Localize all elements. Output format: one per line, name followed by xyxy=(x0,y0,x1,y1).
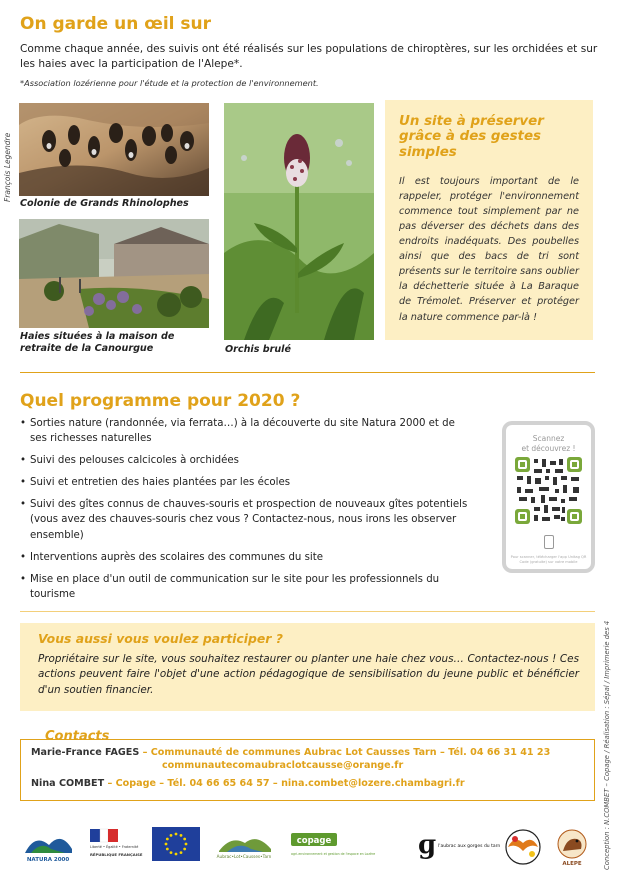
eu-flag-logo xyxy=(152,827,200,861)
contact-info-combet[interactable]: – Copage – Tél. 04 66 65 64 57 – nina.combet@lozere.chambagri.fr xyxy=(104,777,465,789)
footnote-alepe: *Association lozérienne pour l'étude et la protection de l'environnement. xyxy=(20,78,319,88)
list-item: • Sorties nature (randonnée, via ferrata…) à la découverte du site Natura 2000 et de ses richesses naturelles xyxy=(20,416,472,446)
participate-box xyxy=(20,623,595,711)
bats-photo xyxy=(19,103,209,196)
qr-code[interactable] xyxy=(515,457,582,524)
qr-label-line2: et découvrez ! xyxy=(521,444,576,454)
contacts-box xyxy=(20,739,595,801)
republique-francaise-logo xyxy=(86,827,141,864)
copage-logo xyxy=(289,827,383,861)
section-title-programme: Quel programme pour 2020 ? xyxy=(20,391,301,411)
section-divider-2 xyxy=(20,611,595,612)
preserve-box-title: Un site à préserver grâce à des gestes simples xyxy=(399,114,544,160)
preserve-site-box xyxy=(385,100,593,340)
section-title-on-garde: On garde un œil sur xyxy=(20,14,212,34)
intro-text: Comme chaque année, des suivis ont été réalisés sur les populations de chiroptères, sur les orchidées et sur les haies avec la participation de l'Alepe*. xyxy=(20,43,598,71)
list-item: • Suivi et entretien des haies plantées par les écoles xyxy=(20,475,472,490)
app-icon xyxy=(544,535,554,549)
contact-email-fages[interactable]: communautecomaubraclotcausse@orange.fr xyxy=(162,760,404,772)
svg-text:ɡ: ɡ xyxy=(418,830,437,860)
caption-orchid: Orchis brulé xyxy=(225,344,291,355)
contact-info-fages: – Communauté de communes Aubrac Lot Causses Tarn – Tél. 04 66 31 41 23 xyxy=(139,747,551,758)
contact-name-fages: Marie-France FAGES xyxy=(31,747,140,758)
list-item: • Interventions auprès des scolaires des communes du site xyxy=(20,550,472,565)
natura-logo-text: NATURA 2000 xyxy=(26,857,70,863)
contact-name-combet: Nina COMBET xyxy=(31,777,105,789)
qr-label-line1: Scannez xyxy=(532,434,565,443)
photo-credit: François Legendre xyxy=(3,132,12,202)
list-item: • Suivi des gîtes connus de chauves-souris et prospection de nouveaux gîtes potentiels (vous avez des chauves-souris chez vous ? Contactez-nous, nous irons les observer ensemble) xyxy=(20,497,472,542)
office-tourisme-logo xyxy=(416,827,501,864)
alepe-logo xyxy=(553,827,591,867)
alepe-logo-text: ALEPE xyxy=(562,861,582,867)
copage-logo-text: copage xyxy=(296,836,332,846)
rf-name-text: RÉPUBLIQUE FRANÇAISE xyxy=(90,852,143,857)
participate-body: Propriétaire sur le site, vous souhaitez restaurer ou planter une haie chez vous… Contactez-nous ! Ces actions peuvent faire l'objet d'une action pédagogique de sensibilisation du jeune public et bénéficier d'un soutien financier. xyxy=(38,653,579,696)
caption-hedges: Haies situées à la maison de retraite de la Canourgue xyxy=(20,331,175,354)
natura-2000-logo xyxy=(21,827,76,864)
rf-motto-text: Liberté • Égalité • Fraternité xyxy=(90,845,139,849)
phone-qr-mockup xyxy=(502,421,595,573)
programme-list xyxy=(20,416,472,609)
contacts-title: Contacts xyxy=(45,729,110,744)
section-divider-1 xyxy=(20,372,595,373)
list-item: • Mise en place d'un outil de communication sur le site pour les professionnels du tourisme xyxy=(20,572,472,602)
copage-logo-subtext: agri-environnement et gestion de l'espace en Lozère xyxy=(291,852,376,856)
hedges-photo xyxy=(19,219,209,328)
preserve-box-body: Il est toujours important de le rappeler, protéger l'environnement commence tout simplement par ne pas déverser des déchets dans des endroits inadéquats. Des poubelles ainsi que des bacs de tri sont présents sur le territoire sans oublier la déchetterie située à La Baraque de Trémolet. Préserver et protéger la nature commence par-là ! xyxy=(399,176,579,323)
list-item: • Suivi des pelouses calcicoles à orchidées xyxy=(20,453,472,468)
chauves-souris-logo xyxy=(500,827,546,867)
aubrac-logo-text: Aubrac•Lot•Causses•Tarn xyxy=(216,854,272,859)
aubrac-lot-causses-tarn-logo xyxy=(213,827,275,864)
qr-app-instructions: Pour scanner, télécharger l'app Unitag QR Code (gratuite) sur votre mobile xyxy=(510,555,587,564)
participate-title: Vous aussi vous voulez participer ? xyxy=(38,631,283,646)
office-logo-text: l'aubrac aux gorges du tarn xyxy=(438,844,501,849)
production-credit: Conception : N.COMBET – Copage / Réalisation : Sépal / Imprimerie des 4 xyxy=(603,620,611,870)
caption-bats: Colonie de Grands Rhinolophes xyxy=(20,198,189,209)
orchid-photo xyxy=(224,103,374,340)
